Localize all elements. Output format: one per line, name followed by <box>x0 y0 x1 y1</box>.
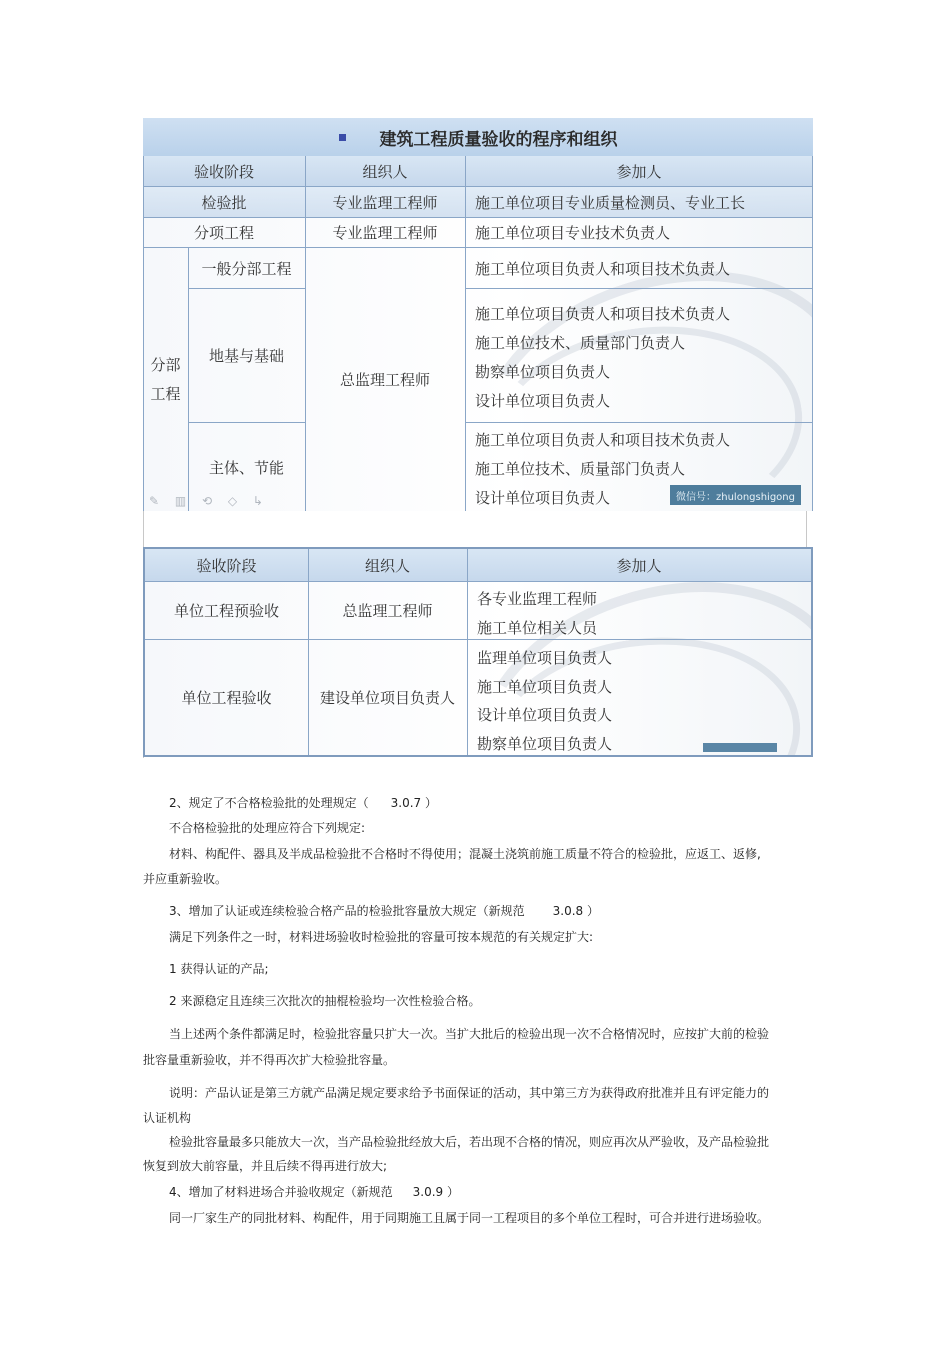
header-organizer: 组织人 <box>364 556 410 575</box>
section-3-item-2: 2 来源稳定且连续三次批次的抽棍检验均一次性检验合格。 <box>169 994 481 1008</box>
section-3-para-1: 满足下列条件之一时，材料进场验收时检验批的容量可按本规范的有关规定扩大: <box>169 930 594 944</box>
group-division-label <box>143 248 188 511</box>
row-divider <box>465 288 813 289</box>
list-item: 施工单位技术、质量部门负责人 <box>475 460 686 478</box>
list-item: 施工单位项目负责人和项目技术负责人 <box>475 431 731 449</box>
row-inspection-lot-stage: 检验批 <box>201 193 247 212</box>
pre-acceptance-stage: 单位工程预验收 <box>173 602 279 620</box>
row-subitem-organizer: 专业监理工程师 <box>332 224 438 242</box>
table-title: 建筑工程质量验收的程序和组织 <box>379 129 618 150</box>
list-item: 设计单位项目负责人 <box>475 489 611 507</box>
list-item: 监理单位项目负责人 <box>477 649 613 667</box>
row-divider <box>465 422 813 423</box>
header-stage: 验收阶段 <box>196 556 257 575</box>
general-division-participant: 施工单位项目负责人和项目技术负责人 <box>475 259 731 278</box>
pre-acceptance-organizer: 总监理工程师 <box>342 602 433 620</box>
header-participants: 参加人 <box>616 556 662 575</box>
section-4-title <box>169 1184 459 1200</box>
section-2-title-text: 2、规定了不合格检验批的处理规定（ <box>169 796 369 810</box>
section-2-title <box>169 795 437 811</box>
list-item: 设计单位项目负责人 <box>475 392 611 410</box>
section-2-para-2-line1: 材料、构配件、器具及半成品检验批不合格时不得使用；混凝土浇筑前施工质量不符合的检验批，应返工、返修, <box>169 847 761 861</box>
group-division-label-line2: 工程 <box>150 384 181 403</box>
section-3-para-2-line2: 批容量重新验收，并不得再次扩大检验批容量。 <box>143 1053 396 1067</box>
section-3-title <box>169 903 599 919</box>
section-3-para-3-line2: 认证机构 <box>143 1111 192 1125</box>
row-subitem-stage: 分项工程 <box>193 224 254 242</box>
group-division-label-line1: 分部 <box>150 355 181 374</box>
row-subitem-participant: 施工单位项目专业技术负责人 <box>475 224 671 242</box>
bullet-icon <box>339 134 346 141</box>
list-item: 施工单位技术、质量部门负责人 <box>475 334 686 352</box>
section-4-clause: 3.0.9 ） <box>412 1185 459 1199</box>
final-acceptance-participants <box>467 644 612 757</box>
section-2-para-2-line2: 并应重新验收。 <box>143 872 228 886</box>
section-3-para-4-line2: 恢复到放大前容量，并且后续不得再进行放大; <box>143 1159 388 1173</box>
section-3-title-text: 3、增加了认证或连续检验合格产品的检验批容量放大规定（新规范 <box>169 904 525 918</box>
division-organizer: 总监理工程师 <box>339 371 430 389</box>
list-item: 施工单位相关人员 <box>477 619 598 637</box>
section-2-para-1: 不合格检验批的处理应符合下列规定: <box>169 821 366 835</box>
general-division-stage: 一般分部工程 <box>201 259 292 278</box>
pre-acceptance-participants <box>467 585 597 643</box>
final-acceptance-organizer: 建设单位项目负责人 <box>319 689 455 707</box>
list-item: 设计单位项目负责人 <box>477 706 613 724</box>
watermark-bar <box>703 743 777 752</box>
section-3-item-1: 1 获得认证的产品; <box>169 962 269 976</box>
section-4-para-1: 同一厂家生产的同批材料、构配件，用于同期施工且属于同一工程项目的多个单位工程时，可合并进行进场验收。 <box>169 1211 770 1225</box>
main-structure-stage: 主体、节能 <box>208 458 284 477</box>
header-stage: 验收阶段 <box>193 162 254 181</box>
row-inspection-lot-participant: 施工单位项目专业质量检测员、专业工长 <box>475 193 746 212</box>
header-organizer: 组织人 <box>362 162 408 181</box>
list-item: 施工单位项目负责人 <box>477 677 613 696</box>
foundation-stage: 地基与基础 <box>208 347 284 365</box>
list-item: 施工单位项目负责人和项目技术负责人 <box>475 305 731 323</box>
foundation-participants <box>465 300 730 416</box>
header-participants: 参加人 <box>616 162 662 181</box>
list-item: 各专业监理工程师 <box>477 590 598 608</box>
list-item: 勘察单位项目负责人 <box>475 363 611 381</box>
final-acceptance-stage: 单位工程验收 <box>181 689 272 707</box>
section-3-para-3-line1: 说明：产品认证是第三方就产品满足规定要求给予书面保证的活动，其中第三方为获得政府批准并且有评定能力的 <box>169 1086 770 1100</box>
row-inspection-lot-organizer: 专业监理工程师 <box>332 193 438 212</box>
wechat-watermark: 微信号：zhulongshigong <box>670 485 801 505</box>
section-3-para-2-line1: 当上述两个条件都满足时，检验批容量只扩大一次。当扩大批后的检验出现一次不合格情况时，应按扩大前的检验 <box>169 1027 770 1041</box>
section-3-para-4-line1: 检验批容量最多只能放大一次，当产品检验批经放大后，若出现不合格的情况，则应再次从严验收，及产品检验批 <box>169 1135 770 1149</box>
table-title-bar <box>143 118 813 158</box>
image-toolbar-icons[interactable]: ✎ ▥ ⟲ ◇ ↳ <box>149 494 269 508</box>
section-4-title-text: 4、增加了材料进场合并验收规定（新规范 <box>169 1185 393 1199</box>
section-3-clause: 3.0.8 ） <box>552 904 599 918</box>
section-2-clause: 3.0.7 ） <box>390 796 437 810</box>
acceptance-procedure-table <box>143 118 813 511</box>
frame-right-line <box>806 511 807 547</box>
unit-acceptance-table <box>143 547 813 757</box>
list-item: 勘察单位项目负责人 <box>477 734 613 753</box>
